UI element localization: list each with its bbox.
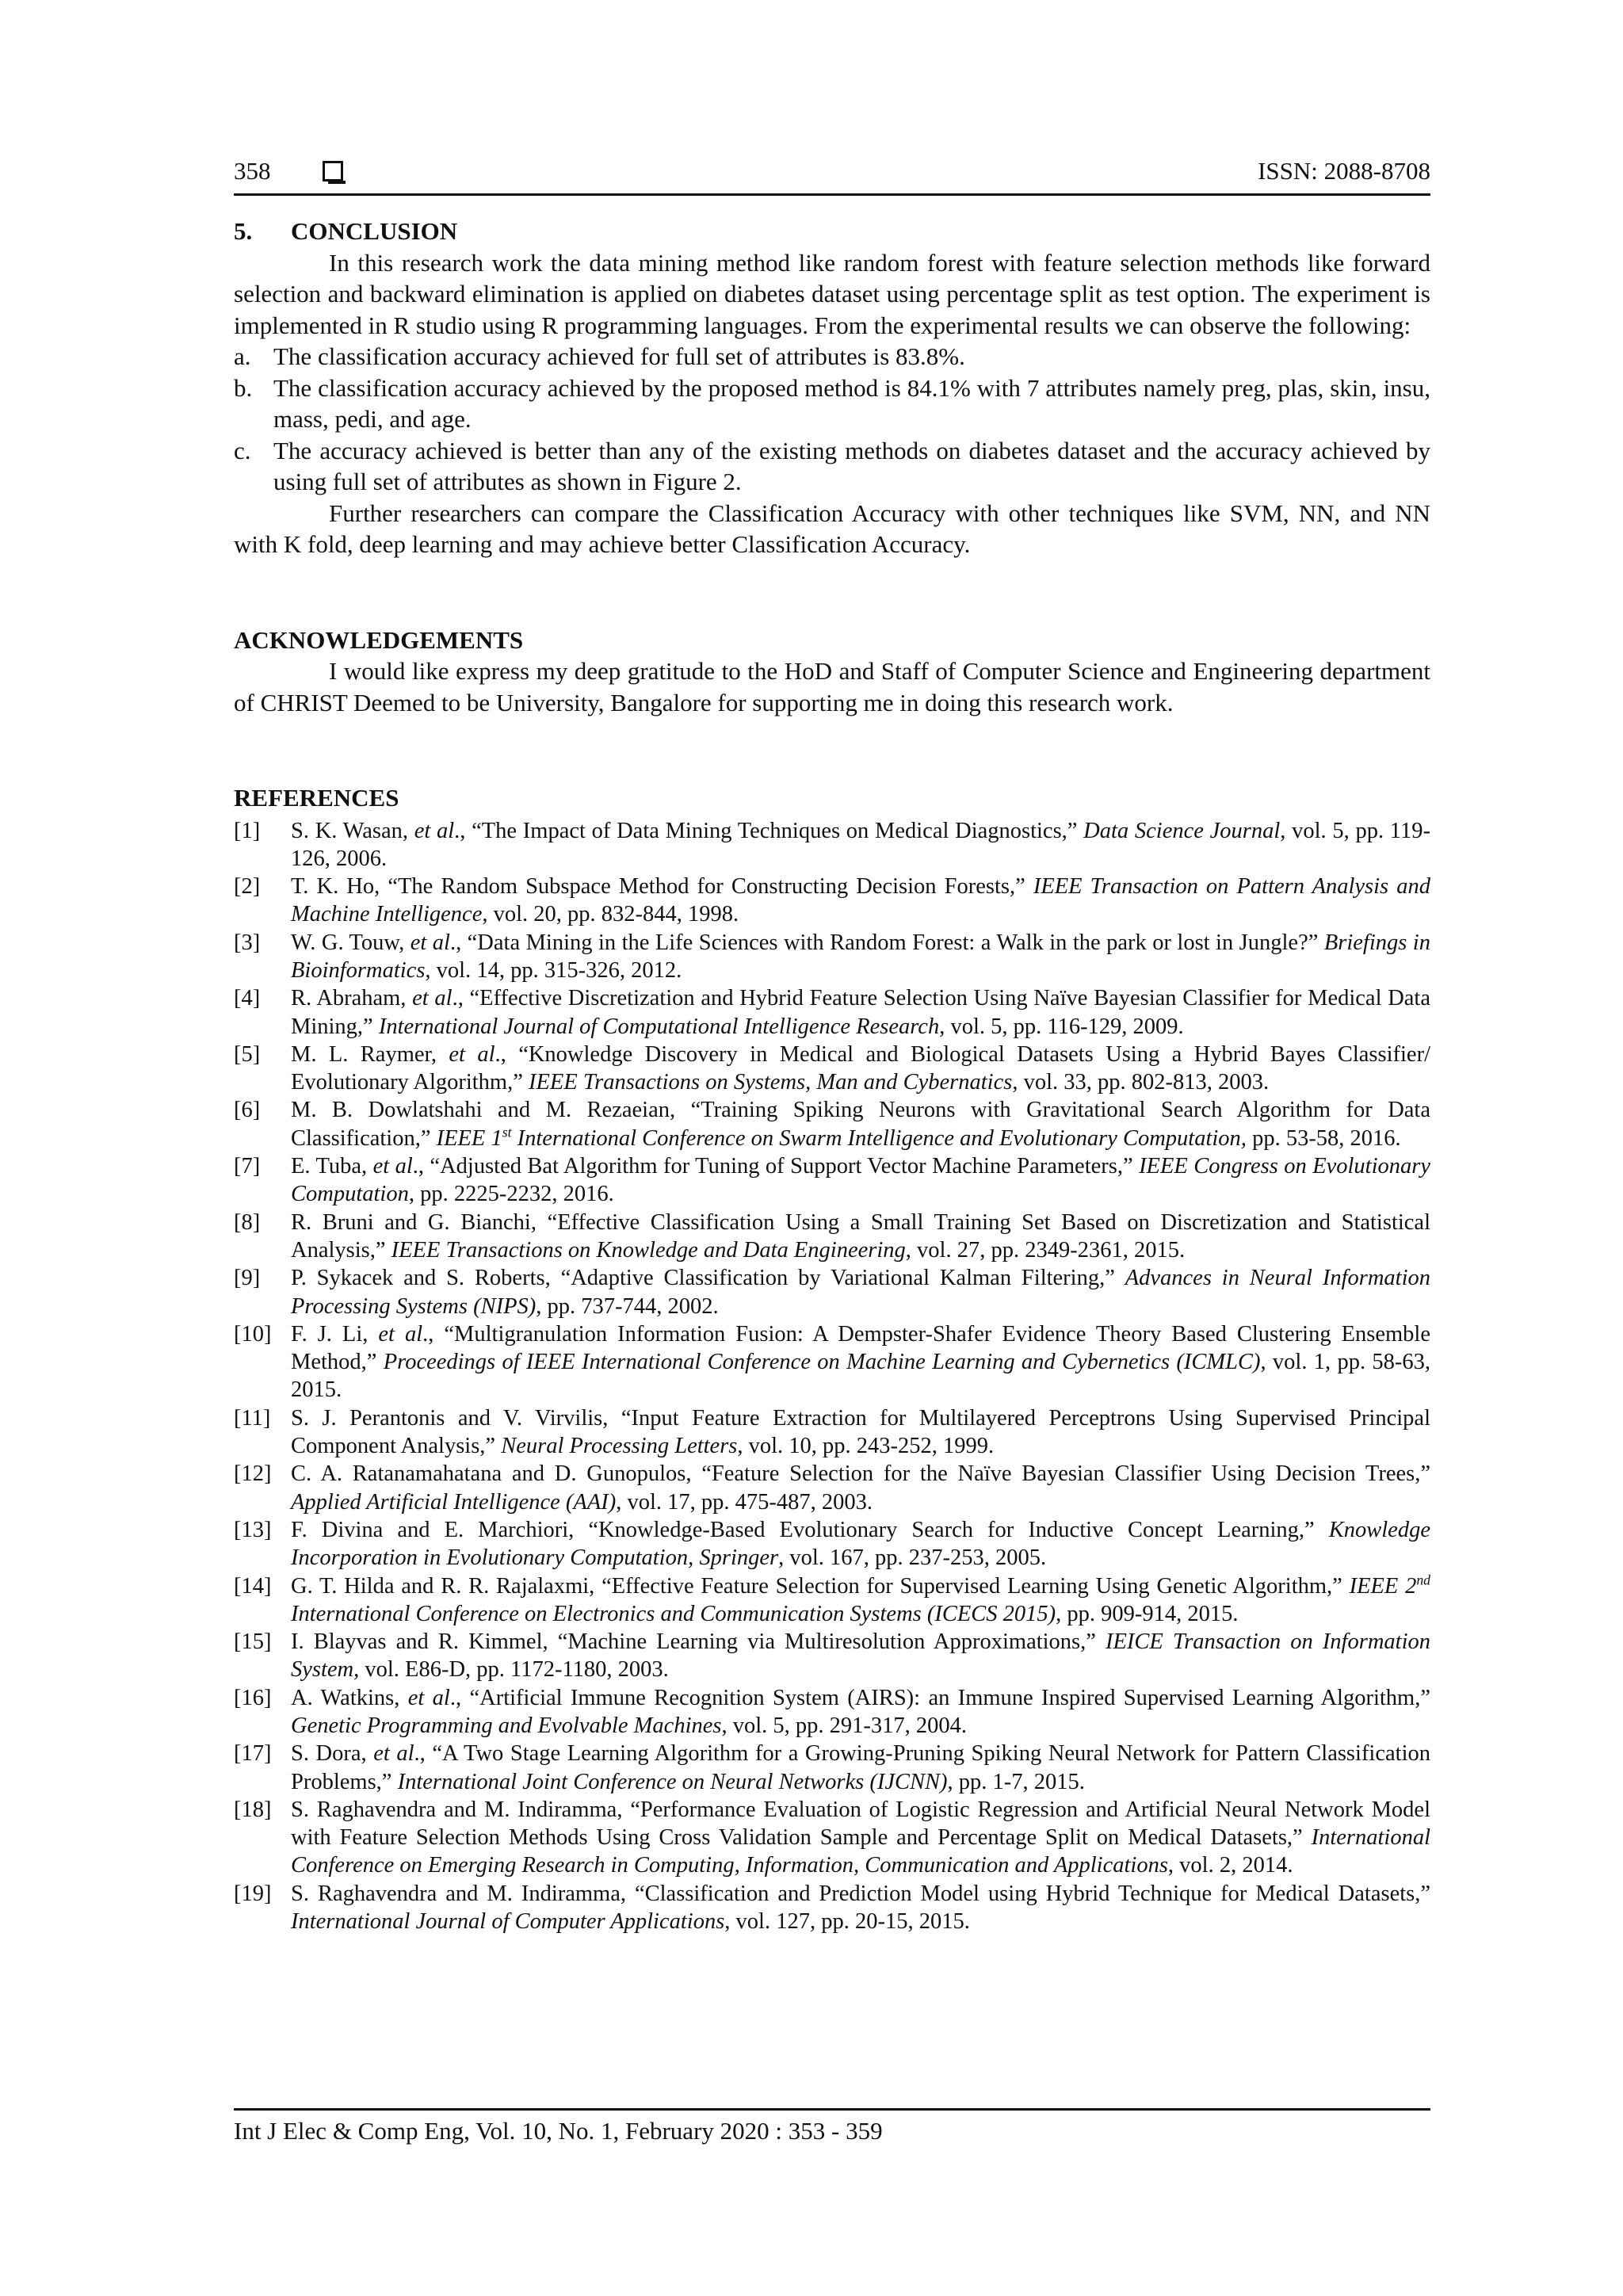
reference-details: , pp. 2225-2232, 2016.: [408, 1182, 614, 1207]
references-heading: REFERENCES: [234, 784, 399, 812]
reference-etal: et al: [378, 1321, 423, 1347]
list-item: [234, 435, 1430, 498]
reference-details: , vol. 20, pp. 832-844, 1998.: [482, 902, 739, 927]
reference-venue-ordinal: st: [502, 1124, 512, 1140]
reference-item: [234, 1628, 1430, 1684]
reference-authors: P. Sykacek and S. Roberts,: [291, 1266, 561, 1291]
reference-item: [234, 1320, 1430, 1404]
reference-venue: Briefings in Bioinformatics: [291, 930, 1430, 983]
future-work-paragraph: Further researchers can compare the Classification Accuracy with other techniques like SVM, NN, and NN with K fold, deep learning and may achieve better Classification Accuracy.: [234, 499, 1430, 558]
reference-authors: C. A. Ratanamahatana and D. Gunopulos,: [291, 1461, 702, 1487]
reference-authors: I. Blayvas and R. Kimmel,: [291, 1629, 558, 1655]
reference-number: [19]: [234, 1881, 272, 1906]
reference-venue-prefix: IEEE 1: [436, 1125, 502, 1151]
reference-title: ., “The Impact of Data Mining Techniques on Medical Diagnostics,”: [454, 818, 1084, 843]
page-footer: Int J Elec & Comp Eng, Vol. 10, No. 1, February 2020 : 353 - 359: [234, 2117, 883, 2145]
reference-number: [18]: [234, 1797, 272, 1822]
reference-item: [234, 1460, 1430, 1516]
reference-item: [234, 1516, 1430, 1572]
reference-details: , pp. 1-7, 2015.: [947, 1769, 1085, 1794]
list-marker: a.: [234, 342, 251, 370]
reference-item: [234, 1209, 1430, 1265]
list-marker: c.: [234, 436, 251, 464]
reference-venue: Knowledge Incorporation in Evolutionary Computation, Springer: [291, 1517, 1430, 1571]
reference-authors: F. Divina and E. Marchiori,: [291, 1517, 589, 1542]
references-section: [234, 782, 1430, 1935]
reference-title: ., “Data Mining in the Life Sciences with Random Forest: a Walk in the park or lost in Jungle?”: [449, 930, 1324, 955]
reference-title: ., “Effective Discretization and Hybrid Feature Selection Using Naïve Bayesian Classifier for Medical Data Mining,”: [291, 986, 1430, 1039]
conclusion-section: [234, 216, 1430, 560]
reference-venue: International Conference on Electronics and Communication Systems (ICECS 2015): [291, 1601, 1056, 1626]
acknowledgements-section: [234, 625, 1430, 719]
reference-number: [1]: [234, 818, 261, 843]
reference-venue: IEEE Transactions on Systems, Man and Cybernatics: [529, 1070, 1013, 1095]
conclusion-heading: [234, 216, 1430, 247]
reference-venue: IEEE Congress on Evolutionary Computation: [291, 1154, 1431, 1207]
list-item: [234, 341, 1430, 372]
reference-title: “Effective Feature Selection for Supervised Learning Using Genetic Algorithm,”: [601, 1573, 1350, 1599]
reference-venue: Applied Artificial Intelligence (AAI): [291, 1489, 617, 1515]
reference-details: , vol. 33, pp. 802-813, 2003.: [1012, 1070, 1270, 1095]
reference-title: ., “Multigranulation Information Fusion: A Dempster-Shafer Evidence Theory Based Clustering Ensemble Method,”: [291, 1321, 1430, 1375]
reference-details: , vol. 2, 2014.: [1167, 1853, 1293, 1878]
reference-authors: M. L. Raymer,: [291, 1041, 449, 1067]
reference-title: “Training Spiking Neurons with Gravitational Search Algorithm for Data Classification,”: [291, 1098, 1431, 1151]
reference-authors: S. J. Perantonis and V. Virvilis,: [291, 1405, 621, 1431]
footer-divider: [234, 2108, 1430, 2111]
reference-item: [234, 1740, 1430, 1796]
reference-details: , vol. 5, pp. 291-317, 2004.: [721, 1713, 968, 1738]
reference-number: [3]: [234, 930, 261, 955]
page-number: 358: [234, 157, 271, 185]
reference-title: “Effective Classification Using a Small Training Set Based on Discretization and Statistical Analysis,”: [291, 1209, 1430, 1263]
reference-title: “Input Feature Extraction for Multilayered Perceptrons Using Supervised Principal Component Analysis,”: [291, 1405, 1430, 1459]
reference-number: [16]: [234, 1685, 272, 1710]
reference-venue: Advances in Neural Information Processing Systems (NIPS): [291, 1266, 1430, 1319]
section-title: CONCLUSION: [291, 217, 458, 245]
reference-venue: International Joint Conference on Neural Networks (IJCNN): [397, 1769, 948, 1794]
reference-title: “Adaptive Classification by Variational Kalman Filtering,”: [560, 1266, 1125, 1291]
reference-authors: W. G. Touw,: [291, 930, 411, 955]
reference-etal: et al: [373, 1741, 414, 1767]
reference-venue: IEEE Transactions on Knowledge and Data Engineering: [391, 1237, 906, 1263]
reference-number: [10]: [234, 1321, 272, 1347]
checkbox-square-icon: [323, 161, 343, 181]
reference-venue: Genetic Programming and Evolvable Machines: [291, 1713, 722, 1738]
reference-title: ., “A Two Stage Learning Algorithm for a Growing-Pruning Spiking Neural Network for Pattern Classification Problems,”: [291, 1741, 1430, 1794]
reference-etal: et al: [372, 1154, 413, 1179]
reference-title: ., “Artificial Immune Recognition System (AIRS): an Immune Inspired Supervised Learning Algorithm,”: [449, 1685, 1430, 1710]
reference-title: “Feature Selection for the Naïve Bayesian Classifier Using Decision Trees,”: [701, 1461, 1430, 1487]
reference-venue: IEEE Transaction on Pattern Analysis and Machine Intelligence: [291, 874, 1430, 927]
list-item-text: The classification accuracy achieved by the proposed method is 84.1% with 7 attributes namely preg, plas, skin, insu, mass, pedi, and age.: [273, 373, 1430, 433]
reference-title: “Machine Learning via Multiresolution Approximations,”: [557, 1629, 1106, 1655]
reference-title: “Classification and Prediction Model using Hybrid Technique for Medical Datasets,”: [634, 1881, 1430, 1906]
reference-item: [234, 817, 1430, 873]
reference-venue: International Journal of Computer Applications: [291, 1909, 725, 1935]
reference-authors: R. Bruni and G. Bianchi,: [291, 1209, 548, 1235]
reference-number: [4]: [234, 986, 261, 1011]
reference-venue-prefix: IEEE 2: [1349, 1573, 1417, 1599]
reference-item: [234, 1404, 1430, 1461]
findings-list: [234, 341, 1430, 498]
reference-item: [234, 1684, 1430, 1740]
reference-authors: F. J. Li,: [291, 1321, 379, 1347]
reference-authors: R. Abraham,: [291, 986, 413, 1011]
reference-details: vol. E86-D, pp. 1172-1180, 2003.: [359, 1657, 669, 1683]
reference-details: , pp. 737-744, 2002.: [536, 1293, 719, 1319]
reference-authors: G. T. Hilda and R. R. Rajalaxmi,: [291, 1573, 602, 1599]
reference-etal: et al: [449, 1041, 495, 1067]
issn-label: ISSN: 2088-8708: [1258, 157, 1430, 185]
reference-item: [234, 1096, 1430, 1152]
reference-venue: Neural Processing Letters: [501, 1434, 738, 1459]
reference-venue: International Conference on Emerging Research in Computing, Information, Communication and Applications: [291, 1825, 1430, 1878]
reference-authors: A. Watkins,: [291, 1685, 408, 1710]
reference-number: [12]: [234, 1461, 272, 1487]
list-item-text: The classification accuracy achieved for full set of attributes is 83.8%.: [273, 342, 965, 370]
reference-details: , vol. 17, pp. 475-487, 2003.: [616, 1489, 873, 1515]
header-divider: [234, 193, 1430, 196]
reference-details: , vol. 1, pp. 58-63, 2015.: [291, 1350, 1430, 1403]
reference-item: [234, 929, 1430, 985]
reference-item: [234, 984, 1430, 1041]
reference-number: [2]: [234, 874, 261, 900]
reference-number: [8]: [234, 1209, 261, 1235]
reference-authors: M. B. Dowlatshahi and M. Rezaeian,: [291, 1098, 691, 1123]
reference-title: “Knowledge-Based Evolutionary Search for Inductive Concept Learning,”: [588, 1517, 1329, 1542]
reference-details: , vol. 5, pp. 119-126, 2006.: [291, 818, 1430, 871]
acknowledgements-heading: ACKNOWLEDGEMENTS: [234, 625, 524, 654]
reference-authors: S. Dora,: [291, 1741, 374, 1767]
reference-details: , vol. 14, pp. 315-326, 2012.: [425, 957, 682, 983]
reference-title: “The Random Subspace Method for Constructing Decision Forests,”: [388, 874, 1033, 900]
reference-item: [234, 1880, 1430, 1936]
reference-details: , vol. 167, pp. 237-253, 2005.: [778, 1545, 1047, 1571]
reference-item: [234, 1041, 1430, 1097]
reference-venue: Proceedings of IEEE International Conference on Machine Learning and Cybernetics (ICMLC): [383, 1350, 1261, 1375]
reference-number: [7]: [234, 1154, 261, 1179]
reference-venue: IEICE Transaction on Information System,: [291, 1629, 1430, 1683]
list-marker: b.: [234, 373, 253, 402]
reference-authors: S. Raghavendra and M. Indiramma,: [291, 1797, 631, 1822]
reference-title: “Performance Evaluation of Logistic Regression and Artificial Neural Network Model with Feature Selection Methods Using Cross Validation Sample and Percentage Split on Medical Datasets,”: [291, 1797, 1430, 1851]
reference-number: [9]: [234, 1266, 261, 1291]
reference-venue: International Journal of Computational Intelligence Research: [378, 1014, 940, 1039]
reference-authors: T. K. Ho,: [291, 874, 388, 900]
reference-venue: Data Science Journal: [1083, 818, 1281, 843]
list-item-text: The accuracy achieved is better than any of the existing methods on diabetes dataset and the accuracy achieved by using full set of attributes as shown in Figure 2.: [273, 436, 1430, 495]
reference-number: [14]: [234, 1573, 272, 1599]
reference-etal: et al: [412, 986, 453, 1011]
reference-item: [234, 1796, 1430, 1880]
reference-etal: et al: [414, 818, 455, 843]
reference-authors: S. Raghavendra and M. Indiramma,: [291, 1881, 635, 1906]
reference-item: [234, 1264, 1430, 1320]
section-number: 5.: [234, 217, 253, 245]
list-item: [234, 372, 1430, 435]
reference-venue-ordinal: nd: [1416, 1571, 1430, 1587]
reference-details: , pp. 909-914, 2015.: [1056, 1601, 1239, 1626]
reference-details: , vol. 5, pp. 116-129, 2009.: [939, 1014, 1184, 1039]
reference-details: pp. 53-58, 2016.: [1246, 1125, 1401, 1151]
reference-venue: International Conference on Swarm Intelligence and Evolutionary Computation,: [511, 1125, 1247, 1151]
reference-details: , vol. 10, pp. 243-252, 1999.: [737, 1434, 995, 1459]
reference-number: [11]: [234, 1405, 271, 1431]
reference-number: [6]: [234, 1098, 261, 1123]
reference-item: [234, 873, 1430, 929]
reference-details: , vol. 27, pp. 2349-2361, 2015.: [905, 1237, 1186, 1263]
reference-item: [234, 1152, 1430, 1209]
reference-details: , vol. 127, pp. 20-15, 2015.: [724, 1909, 970, 1935]
reference-etal: et al: [410, 930, 450, 955]
page-content: [234, 216, 1430, 1935]
reference-authors: S. K. Wasan,: [291, 818, 414, 843]
conclusion-paragraph: In this research work the data mining method like random forest with feature selection methods like forward selection and backward elimination is applied on diabetes dataset using percentage split as test option. The experiment is implemented in R studio using R programming languages. From the experimental results we can observe the following:: [234, 248, 1430, 339]
reference-number: [5]: [234, 1041, 261, 1067]
reference-authors: E. Tuba,: [291, 1154, 373, 1179]
reference-item: [234, 1572, 1430, 1629]
reference-title: ., “Knowledge Discovery in Medical and Biological Datasets Using a Hybrid Bayes Classifier/ Evolutionary Algorithm,”: [291, 1041, 1430, 1095]
reference-list: [234, 817, 1430, 1936]
page-header: [234, 152, 1430, 190]
reference-number: [17]: [234, 1741, 272, 1767]
reference-number: [15]: [234, 1629, 272, 1655]
reference-etal: et al: [407, 1685, 450, 1710]
acknowledgements-paragraph: I would like express my deep gratitude to the HoD and Staff of Computer Science and Engineering department of CHRIST Deemed to be University, Bangalore for supporting me in doing this research work.: [234, 657, 1430, 716]
reference-number: [13]: [234, 1517, 272, 1542]
reference-title: ., “Adjusted Bat Algorithm for Tuning of Support Vector Machine Parameters,”: [412, 1154, 1140, 1179]
